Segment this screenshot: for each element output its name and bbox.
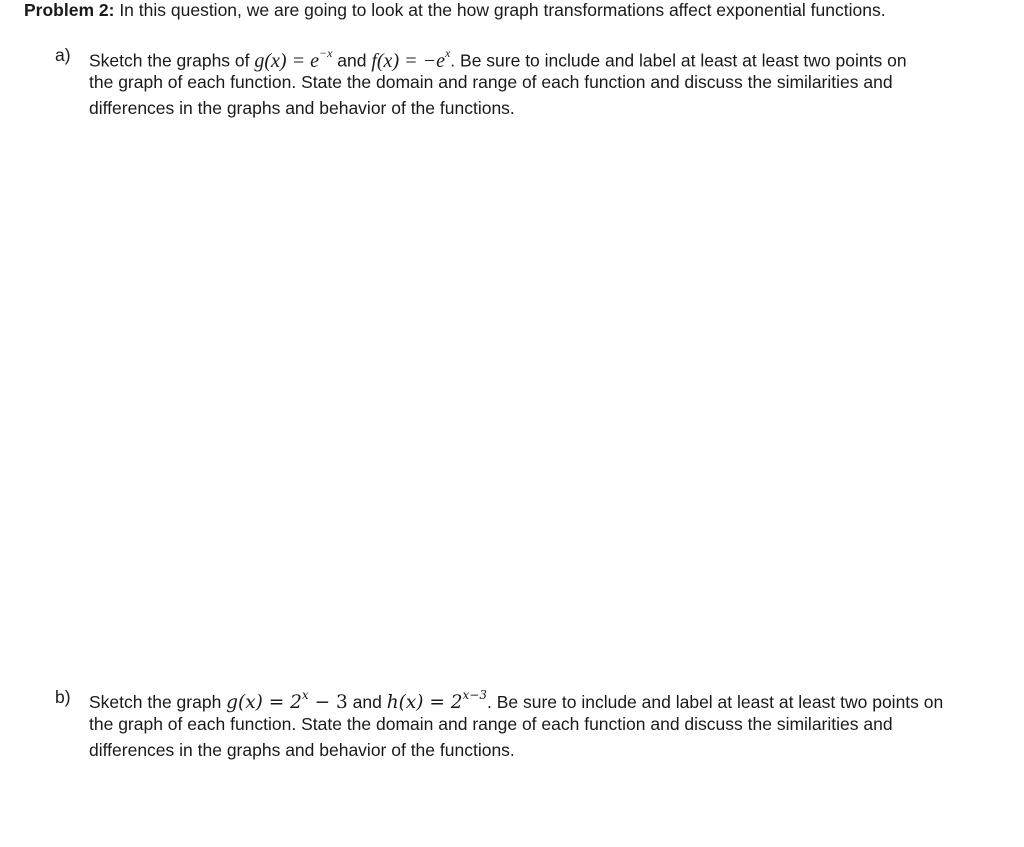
problem-intro: In this question, we are going to look at the how graph transformations affect exponential functions.: [114, 0, 886, 20]
part-b-line-3: differences in the graphs and behavior of the functions.: [89, 740, 515, 760]
part-a-line-2: the graph of each function. State the domain and range of each function and discuss the similarities and: [89, 71, 893, 92]
part-a-body: [89, 42, 1014, 122]
g-of-x-shift: − 3: [308, 692, 348, 714]
problem-label: Problem 2:: [24, 0, 115, 20]
part-b-label: b): [55, 687, 71, 707]
part-b-body: [89, 684, 1014, 764]
part-a-line-3: differences in the graphs and behavior of the functions.: [89, 98, 515, 118]
part-a-and: and: [332, 50, 372, 71]
part-b-line-1: [89, 684, 1014, 714]
part-b-line-2: the graph of each function. State the domain and range of each function and discuss the similarities and: [89, 713, 893, 734]
problem-heading: [24, 0, 1014, 24]
part-a-line-1: [89, 42, 1014, 72]
part-a-label: a): [55, 45, 71, 65]
part-a-line1-tail: . Be sure to include and label at least at least two points on: [450, 50, 907, 71]
f-of-x-formula: $f(x) = -e^x$: [371, 46, 451, 72]
part-b-line1-tail: . Be sure to include and label at least at least two points on: [486, 692, 944, 713]
part-b-and: and: [347, 692, 387, 713]
part-a-lead: Sketch the graphs of: [89, 50, 255, 71]
h-of-x-formula: $h(x) = 2^{x-3}$: [386, 688, 487, 714]
g-of-x-formula: $g(x) = e^{-x}$: [254, 46, 333, 72]
part-b-lead: Sketch the graph: [89, 692, 227, 713]
g-of-x-formula-b: $g(x) = 2^x$: [226, 688, 309, 714]
